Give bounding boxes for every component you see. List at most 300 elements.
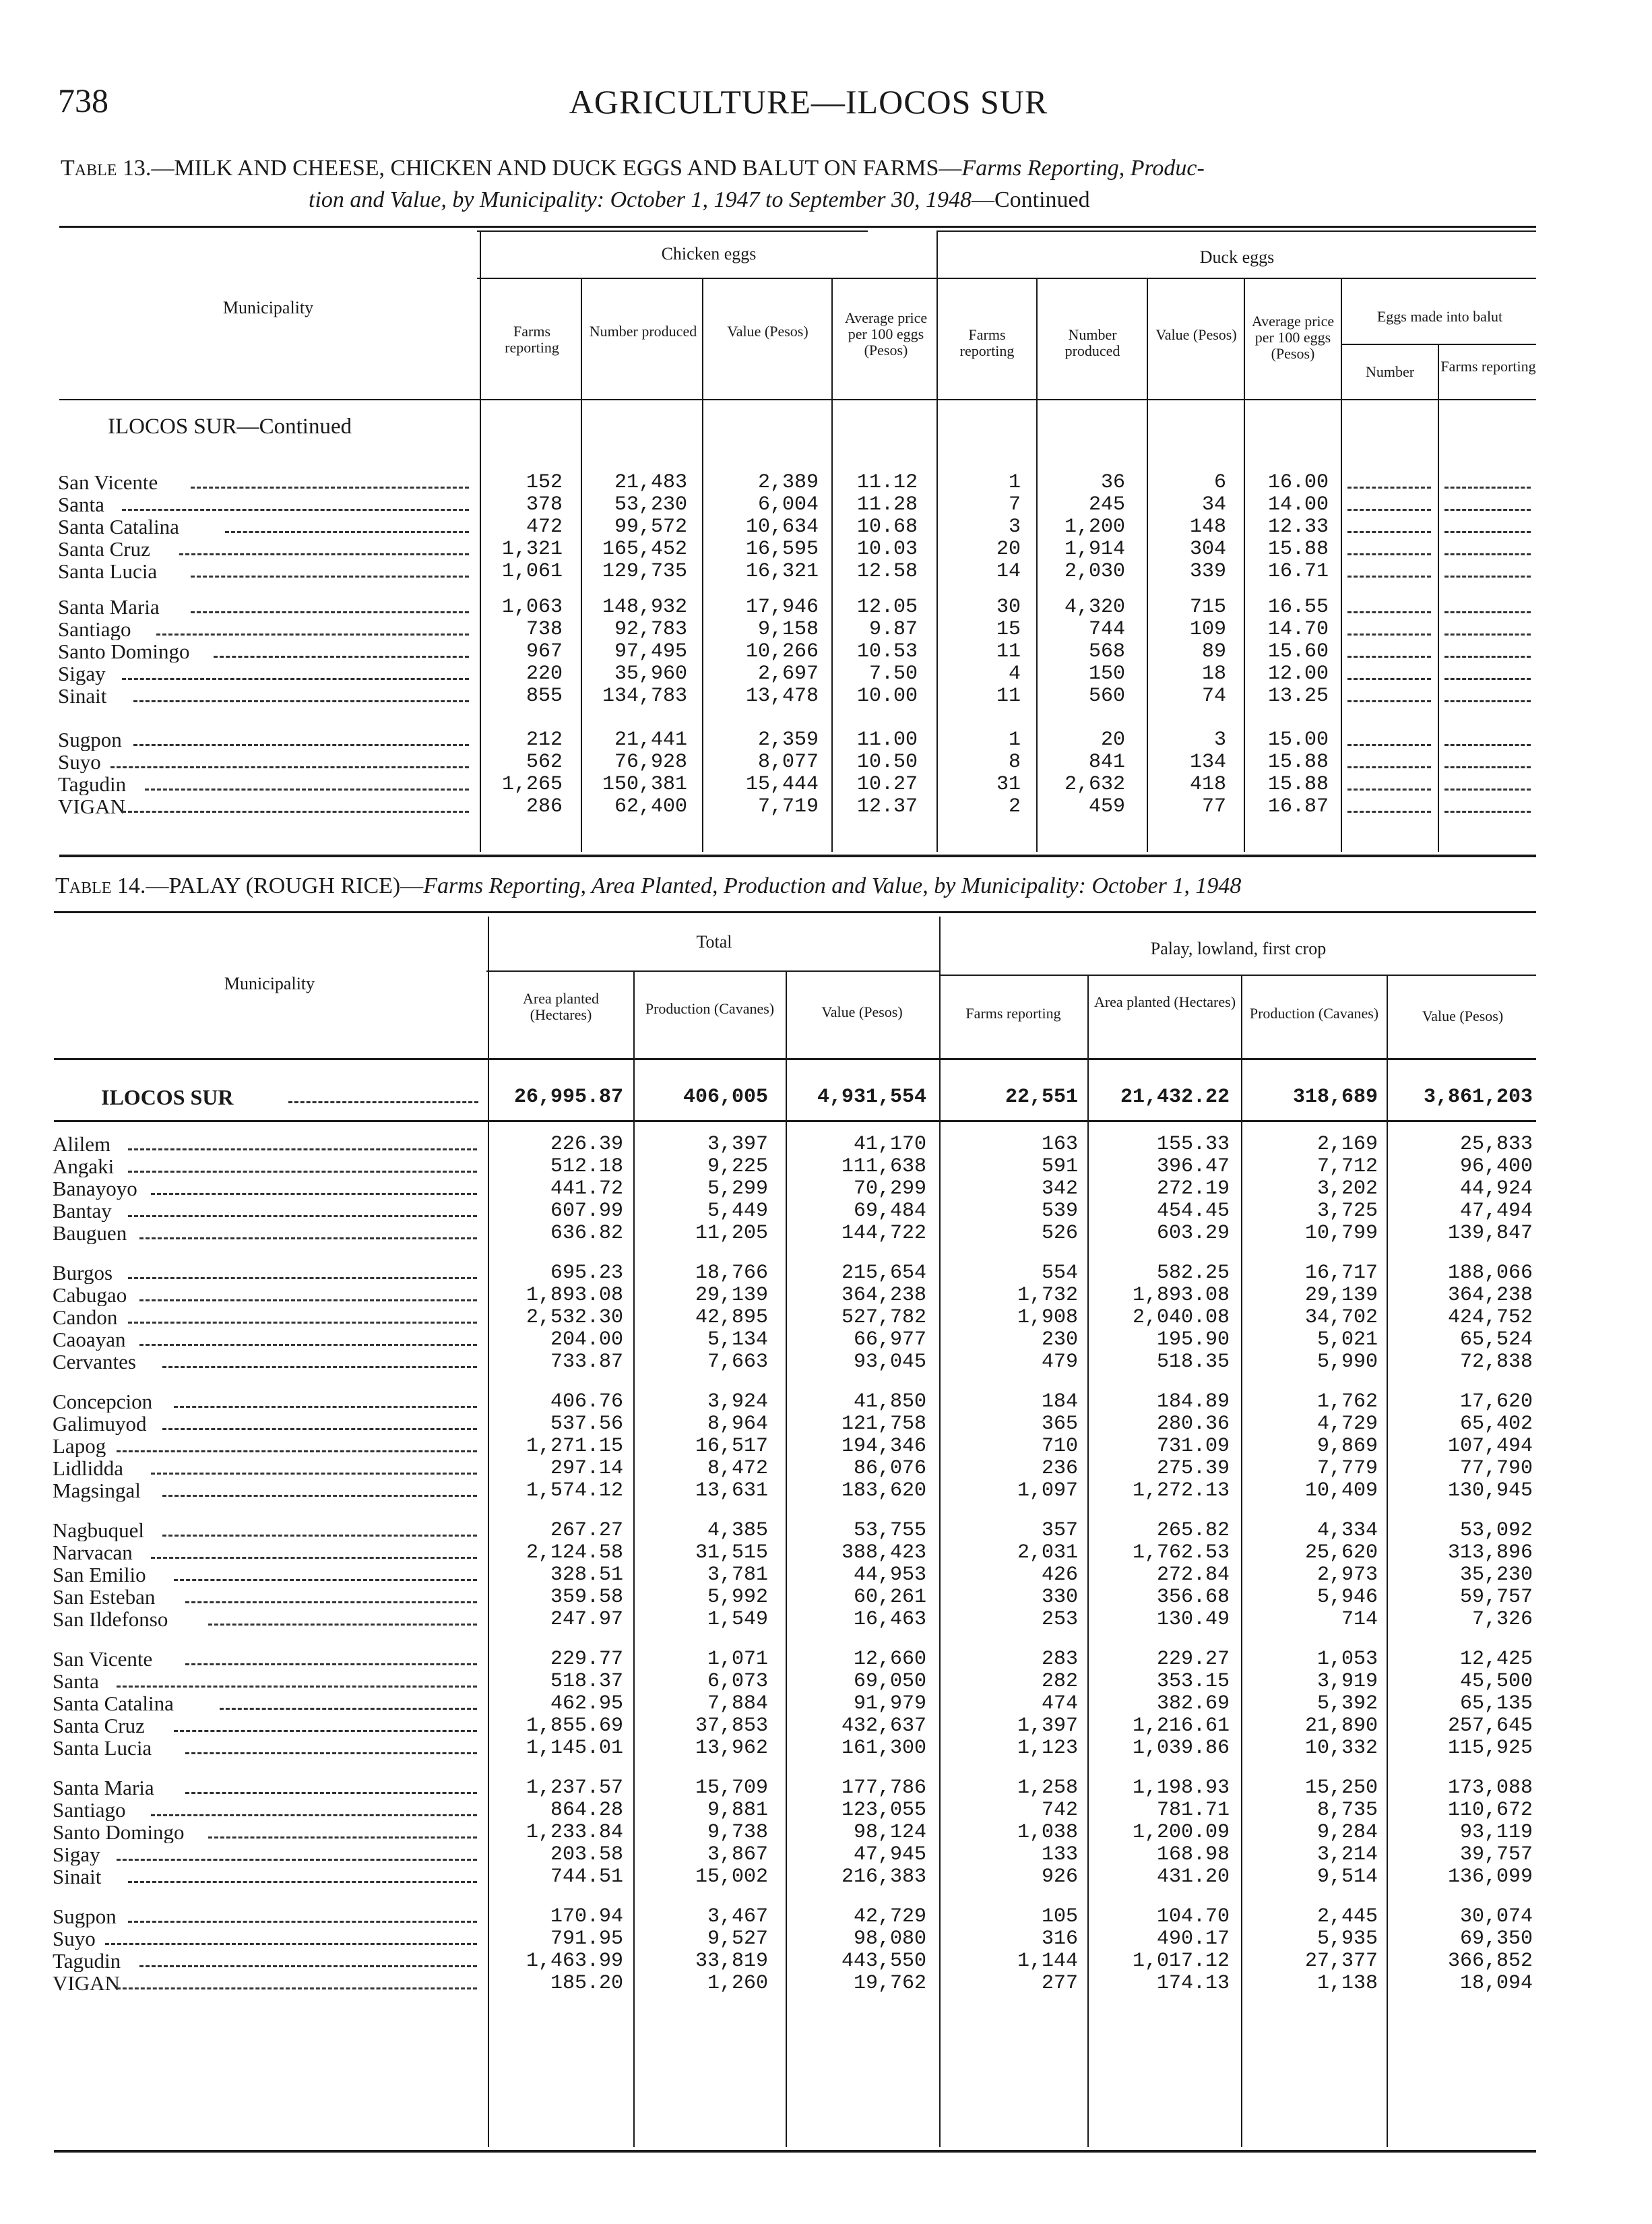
cell-value: 3,781: [707, 1564, 768, 1586]
cell-value: 3,467: [707, 1905, 768, 1928]
cell-value: 11,205: [695, 1222, 768, 1245]
table13-caption: [61, 152, 1543, 185]
cell-value: 490.17: [1156, 1927, 1230, 1950]
cell-value: 105: [1041, 1905, 1078, 1928]
cell-value: 742: [1041, 1799, 1078, 1822]
cell-value: 1,053: [1316, 1648, 1378, 1671]
table-row: [0, 1307, 1652, 1328]
table-row: [0, 1822, 1652, 1843]
municipality-name: Santiago: [53, 1799, 126, 1821]
cell-value: 33,819: [695, 1950, 768, 1973]
municipality-name: Concepcion: [53, 1391, 153, 1413]
t14-header-production: Production (Cavanes): [1249, 1005, 1379, 1022]
municipality-name: Caoayan: [53, 1329, 126, 1351]
table13-caption-line2: [309, 183, 1521, 217]
cell-value: 283: [1041, 1648, 1078, 1671]
cell-value: 16,321: [745, 560, 819, 583]
leader-dots: [174, 1579, 477, 1581]
cell-value: 518.37: [550, 1670, 623, 1693]
table-row: [0, 1973, 1652, 1994]
cell-value: 133: [1041, 1843, 1078, 1866]
cell-value: 1,908: [1017, 1306, 1078, 1329]
cell-value: 607.99: [550, 1200, 623, 1223]
cell-value: 7,712: [1316, 1155, 1378, 1178]
t13-header-number: Number produced: [1065, 326, 1120, 359]
cell-value: 76,928: [614, 751, 687, 774]
t13-header-avg-price: Average price per 100 eggs (Pesos): [1251, 313, 1335, 362]
cell-value: 2: [1008, 795, 1021, 818]
municipality-name: Suyo: [53, 1928, 96, 1950]
table14-title: —PALAY (ROUGH RICE)—: [146, 873, 424, 898]
municipality-name: Galimuyod: [53, 1413, 147, 1435]
cell-value: 12.05: [856, 596, 918, 619]
empty-cell-dashes: [1347, 744, 1431, 746]
cell-value: 173,088: [1447, 1777, 1533, 1799]
cell-value: 45,500: [1459, 1670, 1533, 1693]
cell-value: 1,574.12: [526, 1479, 623, 1502]
leader-dots: [139, 1344, 477, 1346]
table-row: [0, 1134, 1652, 1155]
municipality-name: Magsingal: [53, 1480, 141, 1502]
leader-dots: [162, 1428, 477, 1430]
table-row: [0, 796, 1652, 817]
table13-subtitle-2: tion and Value, by Municipality: October 1, 1947 to September 30, 1948: [309, 187, 972, 212]
municipality-name: Santa Cruz: [53, 1715, 145, 1737]
empty-cell-dashes: [1347, 576, 1431, 578]
municipality-name: Candon: [53, 1307, 118, 1328]
municipality-name: Santiago: [58, 619, 131, 640]
table-row: [0, 1671, 1652, 1692]
cell-value: 91,979: [853, 1692, 926, 1715]
table-row: [0, 596, 1652, 618]
cell-value: 247.97: [550, 1608, 623, 1631]
cell-value: 253: [1041, 1608, 1078, 1631]
cell-value: 74: [1201, 685, 1226, 708]
t13-header-balut-farms: Farms reporting: [1440, 358, 1536, 375]
cell-value: 474: [1041, 1692, 1078, 1715]
municipality-name: Santa: [53, 1671, 99, 1692]
municipality-name: Santa Catalina: [53, 1693, 174, 1715]
cell-value: 14.70: [1267, 618, 1329, 641]
t13-header-farms: Farms reporting: [505, 323, 559, 356]
cell-value: 12,425: [1459, 1648, 1533, 1671]
cell-value: 267.27: [550, 1519, 623, 1542]
cell-value: 1,123: [1017, 1737, 1078, 1760]
empty-cell-dashes: [1444, 576, 1531, 578]
empty-cell-dashes: [1444, 656, 1531, 658]
cell-value: 3,214: [1316, 1843, 1378, 1866]
cell-value: 2,389: [757, 471, 819, 494]
leader-dots: [185, 1752, 477, 1754]
total-label: ILOCOS SUR: [101, 1086, 234, 1108]
cell-value: 203.58: [550, 1843, 623, 1866]
t14-total-rule: [54, 1120, 1536, 1122]
cell-value: 212: [526, 729, 563, 751]
t14-header-municipality: Municipality: [224, 974, 315, 993]
cell-value: 70,299: [853, 1177, 926, 1200]
t14-header-production: Production (Cavanes): [645, 1000, 775, 1017]
t13-header-chicken-eggs: Chicken eggs: [661, 244, 757, 264]
cell-value: 168.98: [1156, 1843, 1230, 1866]
cell-value: 9,225: [707, 1155, 768, 1178]
leader-dots: [128, 1921, 477, 1923]
municipality-name: Alilem: [53, 1134, 111, 1155]
cell-value: 11.12: [856, 471, 918, 494]
cell-value: 14.00: [1267, 493, 1329, 516]
cell-value: 2,973: [1316, 1564, 1378, 1586]
cell-value: 554: [1041, 1262, 1078, 1285]
municipality-name: Tagudin: [53, 1950, 121, 1972]
cell-value: 44,924: [1459, 1177, 1533, 1200]
cell-value: 286: [526, 795, 563, 818]
cell-value: 527,782: [841, 1306, 926, 1329]
cell-value: 35,230: [1459, 1564, 1533, 1586]
cell-value: 4,385: [707, 1519, 768, 1542]
cell-value: 277: [1041, 1972, 1078, 1995]
cell-value: 462.95: [550, 1692, 623, 1715]
cell-value: 2,697: [757, 662, 819, 685]
table-row: [0, 1262, 1652, 1284]
cell-value: 2,532.30: [526, 1306, 623, 1329]
cell-value: 304: [1189, 538, 1226, 561]
cell-value: 18: [1201, 662, 1226, 685]
cell-value: 733.87: [550, 1351, 623, 1373]
empty-cell-dashes: [1444, 789, 1531, 791]
table-row: [0, 1586, 1652, 1608]
table-row: [0, 1844, 1652, 1865]
table-row: [0, 1648, 1652, 1670]
table-row: [0, 1542, 1652, 1564]
leader-dots: [128, 1881, 477, 1883]
cell-value: 53,755: [853, 1519, 926, 1542]
t13-header-rule: [59, 399, 1536, 400]
t13-rule: [477, 278, 938, 279]
cell-value: 1,145.01: [526, 1737, 623, 1760]
cell-value: 710: [1041, 1435, 1078, 1458]
cell-value: 16,463: [853, 1608, 926, 1631]
cell-value: 69,484: [853, 1200, 926, 1223]
cell-value: 15.60: [1267, 640, 1329, 663]
cell-value: 9,738: [707, 1821, 768, 1844]
t13-rule: [477, 230, 868, 232]
table-row: [0, 561, 1652, 582]
cell-value: 21,441: [614, 729, 687, 751]
cell-value: 8: [1008, 751, 1021, 774]
cell-value: 7,719: [757, 795, 819, 818]
t14-header-lowland: Palay, lowland, first crop: [1150, 939, 1327, 958]
cell-value: 7.50: [868, 662, 918, 685]
t13-header-duck-eggs: Duck eggs: [1199, 247, 1275, 267]
cell-value: 8,472: [707, 1457, 768, 1480]
municipality-name: San Emilio: [53, 1564, 146, 1586]
leader-dots: [139, 1237, 477, 1239]
cell-value: 1,762.53: [1132, 1541, 1230, 1564]
cell-value: 10.27: [856, 773, 918, 796]
cell-value: 229.27: [1156, 1648, 1230, 1671]
cell-value: 396.47: [1156, 1155, 1230, 1178]
cell-value: 16.55: [1267, 596, 1329, 619]
cell-value: 6,004: [757, 493, 819, 516]
table-row: [0, 1329, 1652, 1351]
table-row: [0, 1950, 1652, 1972]
cell-value: 16,595: [745, 538, 819, 561]
cell-value: 560: [1088, 685, 1125, 708]
cell-value: 39,757: [1459, 1843, 1533, 1866]
table-row: [0, 1777, 1652, 1799]
cell-value: 2,124.58: [526, 1541, 623, 1564]
cell-value: 14: [996, 560, 1021, 583]
cell-value: 1,549: [707, 1608, 768, 1631]
empty-cell-dashes: [1444, 700, 1531, 702]
cell-value: 170.94: [550, 1905, 623, 1928]
table-row: [0, 729, 1652, 751]
municipality-name: Santa Lucia: [53, 1737, 152, 1759]
cell-value: 855: [526, 685, 563, 708]
cell-value: 22,551: [1005, 1086, 1078, 1109]
cell-value: 714: [1341, 1608, 1378, 1631]
table-row: [0, 1413, 1652, 1435]
cell-value: 6,073: [707, 1670, 768, 1693]
cell-value: 967: [526, 640, 563, 663]
cell-value: 26,995.87: [513, 1086, 623, 1109]
leader-dots: [185, 1792, 477, 1794]
cell-value: 16.71: [1267, 560, 1329, 583]
cell-value: 2,632: [1064, 773, 1125, 796]
cell-value: 59,757: [1459, 1586, 1533, 1609]
cell-value: 15.88: [1267, 773, 1329, 796]
cell-value: 1,893.08: [526, 1284, 623, 1307]
empty-cell-dashes: [1347, 656, 1431, 658]
cell-value: 5,392: [1316, 1692, 1378, 1715]
t13-header-balut: Eggs made into balut: [1376, 308, 1503, 325]
leader-dots: [174, 1730, 477, 1732]
table-row: [0, 516, 1652, 538]
cell-value: 388,423: [841, 1541, 926, 1564]
table-row: [0, 1564, 1652, 1586]
cell-value: 13,478: [745, 685, 819, 708]
cell-value: 10.50: [856, 751, 918, 774]
cell-value: 9.87: [868, 618, 918, 641]
empty-cell-dashes: [1444, 509, 1531, 511]
empty-cell-dashes: [1347, 700, 1431, 702]
cell-value: 65,402: [1459, 1413, 1533, 1435]
cell-value: 4,334: [1316, 1519, 1378, 1542]
table13-title: —MILK AND CHEESE, CHICKEN AND DUCK EGGS AND BALUT ON FARMS—: [151, 156, 962, 181]
cell-value: 77: [1201, 795, 1226, 818]
cell-value: 99,572: [614, 516, 687, 538]
t14-header-area: Area planted (Hectares): [1093, 993, 1236, 1010]
cell-value: 66,977: [853, 1328, 926, 1351]
cell-value: 15,002: [695, 1865, 768, 1888]
table-row: [0, 751, 1652, 773]
cell-value: 8,964: [707, 1413, 768, 1435]
cell-value: 216,383: [841, 1865, 926, 1888]
cell-value: 9,158: [757, 618, 819, 641]
cell-value: 1,200: [1064, 516, 1125, 538]
cell-value: 155.33: [1156, 1133, 1230, 1156]
cell-value: 148: [1189, 516, 1226, 538]
cell-value: 16.87: [1267, 795, 1329, 818]
leader-dots: [139, 1299, 477, 1301]
cell-value: 1,914: [1064, 538, 1125, 561]
cell-value: 9,881: [707, 1799, 768, 1822]
cell-value: 17,946: [745, 596, 819, 619]
municipality-name: San Ildefonso: [53, 1609, 168, 1630]
table-row: [0, 1609, 1652, 1630]
t13-header-value: Value (Pesos): [1155, 326, 1237, 343]
cell-value: 184: [1041, 1390, 1078, 1413]
cell-value: 139,847: [1447, 1222, 1533, 1245]
cell-value: 9,869: [1316, 1435, 1378, 1458]
cell-value: 443,550: [841, 1950, 926, 1973]
t14-header-rule: [54, 1058, 1536, 1060]
empty-cell-dashes: [1347, 678, 1431, 680]
leader-dots: [128, 1322, 477, 1324]
cell-value: 10,332: [1304, 1737, 1378, 1760]
empty-cell-dashes: [1347, 553, 1431, 555]
t14-header-value: Value (Pesos): [821, 1003, 903, 1020]
cell-value: 791.95: [550, 1927, 623, 1950]
cell-value: 215,654: [841, 1262, 926, 1285]
cell-value: 44,953: [853, 1564, 926, 1586]
leader-dots: [208, 1624, 477, 1626]
cell-value: 6: [1213, 471, 1226, 494]
table-row: [0, 1928, 1652, 1950]
table13-continued: —Continued: [971, 187, 1090, 212]
cell-value: 25,620: [1304, 1541, 1378, 1564]
cell-value: 12,660: [853, 1648, 926, 1671]
cell-value: 5,299: [707, 1177, 768, 1200]
cell-value: 1,272.13: [1132, 1479, 1230, 1502]
leader-dots: [105, 1943, 477, 1945]
cell-value: 8,735: [1316, 1799, 1378, 1822]
cell-value: 744.51: [550, 1865, 623, 1888]
cell-value: 12.58: [856, 560, 918, 583]
cell-value: 1,893.08: [1132, 1284, 1230, 1307]
cell-value: 5,021: [1316, 1328, 1378, 1351]
table-row: [0, 472, 1652, 493]
cell-value: 161,300: [841, 1737, 926, 1760]
municipality-name: Narvacan: [53, 1542, 133, 1564]
cell-value: 282: [1041, 1670, 1078, 1693]
cell-value: 3: [1213, 729, 1226, 751]
table-row: [0, 1715, 1652, 1737]
cell-value: 18,094: [1459, 1972, 1533, 1995]
municipality-name: Santo Domingo: [58, 641, 190, 662]
leader-dots: [117, 1686, 477, 1688]
table-row: [0, 1520, 1652, 1541]
cell-value: 366,852: [1447, 1950, 1533, 1973]
table-row: [0, 685, 1652, 707]
cell-value: 10,266: [745, 640, 819, 663]
empty-cell-dashes: [1444, 744, 1531, 746]
leader-dots: [174, 1406, 477, 1408]
table-row: [0, 1200, 1652, 1222]
table13-top-rule: [59, 226, 1536, 228]
leader-dots: [220, 1708, 477, 1710]
t13-header-number: Number produced: [589, 323, 697, 340]
cell-value: 42,895: [695, 1306, 768, 1329]
cell-value: 10.53: [856, 640, 918, 663]
cell-value: 86,076: [853, 1457, 926, 1480]
cell-value: 92,783: [614, 618, 687, 641]
leader-dots: [139, 1965, 477, 1967]
cell-value: 7,326: [1471, 1608, 1533, 1631]
cell-value: 194,346: [841, 1435, 926, 1458]
table-row: [0, 1458, 1652, 1479]
cell-value: 3,919: [1316, 1670, 1378, 1693]
cell-value: 16.00: [1267, 471, 1329, 494]
cell-value: 121,758: [841, 1413, 926, 1435]
municipality-name: VIGAN: [53, 1973, 120, 1994]
cell-value: 1,039.86: [1132, 1737, 1230, 1760]
cell-value: 152: [526, 471, 563, 494]
cell-value: 454.45: [1156, 1200, 1230, 1223]
cell-value: 7: [1008, 493, 1021, 516]
cell-value: 459: [1088, 795, 1125, 818]
cell-value: 4: [1008, 662, 1021, 685]
cell-value: 781.71: [1156, 1799, 1230, 1822]
cell-value: 18,766: [695, 1262, 768, 1285]
cell-value: 512.18: [550, 1155, 623, 1178]
cell-value: 1,138: [1316, 1972, 1378, 1995]
cell-value: 16,717: [1304, 1262, 1378, 1285]
cell-value: 165,452: [602, 538, 687, 561]
municipality-name: San Vicente: [53, 1648, 153, 1670]
cell-value: 10.03: [856, 538, 918, 561]
cell-value: 21,432.22: [1120, 1086, 1230, 1109]
empty-cell-dashes: [1347, 634, 1431, 636]
cell-value: 11: [996, 640, 1021, 663]
cell-value: 1,762: [1316, 1390, 1378, 1413]
cell-value: 3,861,203: [1423, 1086, 1533, 1109]
table-row: [0, 1351, 1652, 1373]
leader-dots: [117, 1450, 477, 1452]
table13-subtitle-1: Farms Reporting, Produc-: [961, 156, 1205, 181]
table-row: [0, 1391, 1652, 1413]
cell-value: 115,925: [1447, 1737, 1533, 1760]
cell-value: 406.76: [550, 1390, 623, 1413]
municipality-name: Cabugao: [53, 1285, 127, 1306]
cell-value: 15,444: [745, 773, 819, 796]
cell-value: 864.28: [550, 1799, 623, 1822]
leader-dots: [208, 1836, 477, 1839]
cell-value: 715: [1189, 596, 1226, 619]
cell-value: 109: [1189, 618, 1226, 641]
cell-value: 582.25: [1156, 1262, 1230, 1285]
cell-value: 130.49: [1156, 1608, 1230, 1631]
municipality-name: Sigay: [53, 1844, 100, 1865]
cell-value: 183,620: [841, 1479, 926, 1502]
cell-value: 11: [996, 685, 1021, 708]
cell-value: 364,238: [1447, 1284, 1533, 1307]
leader-dots: [151, 1557, 477, 1559]
municipality-name: Banayoyo: [53, 1178, 137, 1200]
cell-value: 539: [1041, 1200, 1078, 1223]
cell-value: 1,198.93: [1132, 1777, 1230, 1799]
cell-value: 313,896: [1447, 1541, 1533, 1564]
cell-value: 841: [1088, 751, 1125, 774]
cell-value: 537.56: [550, 1413, 623, 1435]
cell-value: 275.39: [1156, 1457, 1230, 1480]
cell-value: 174.13: [1156, 1972, 1230, 1995]
t13-section-heading: [108, 414, 352, 439]
cell-value: 568: [1088, 640, 1125, 663]
cell-value: 1,061: [501, 560, 563, 583]
table13-bottom-rule: [59, 855, 1536, 857]
leader-dots: [162, 1495, 477, 1497]
cell-value: 29,139: [695, 1284, 768, 1307]
